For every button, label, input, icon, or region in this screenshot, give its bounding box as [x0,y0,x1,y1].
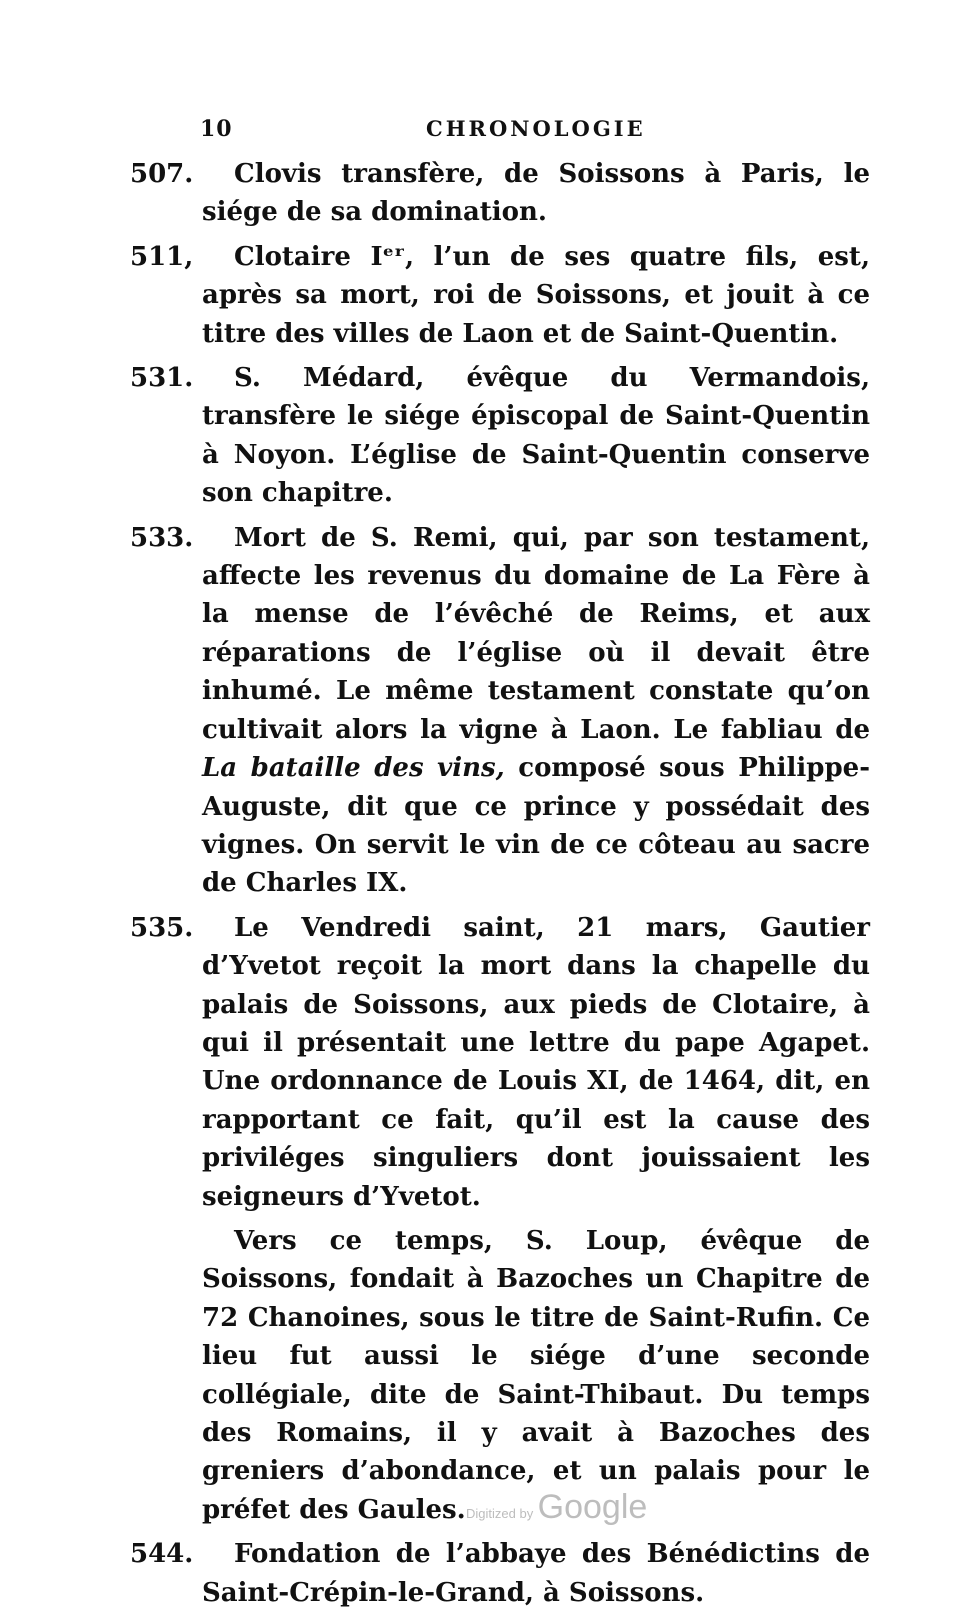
digitized-by-google-watermark [466,1488,647,1527]
entry-533 [130,519,870,903]
entry-text-part: composé sous Philippe-Auguste, dit que ce prince y possédait des vignes. On servit le vin de ce côteau au sacre de Charles IX. [202,753,870,899]
entry-year: 544. [130,1539,194,1570]
digitized-by-label: Digitized by [466,1506,534,1521]
entry-text: S. Médard, évêque du Vermandois, transfère le siége épiscopal de Saint-Quentin à Noyon. L’église de Saint-Quentin conserve son chapitre. [202,363,870,509]
entry-year: 533. [130,522,194,553]
entry-text-part: Mort de S. Remi, qui, par son testament, affecte les revenus du domaine de La Fère à la mense de l’évêché de Reims, et aux réparations de l’église où il devait être inhumé. Le même testament constate qu’on cultivait alors la vigne à Laon. Le fabliau de [202,522,870,745]
running-title: CHRONOLOGIE [426,116,646,141]
entry-535 [130,909,870,1216]
entry-544 [130,1535,870,1612]
entry-year: 511, [130,241,194,272]
chronology-entries [130,155,870,1612]
entry-507 [130,155,870,232]
entry-511 [130,238,870,353]
fabliau-title: La bataille des vins, [202,753,505,784]
entry-text: Clotaire Iᵉʳ, l’un de ses quatre fils, est, après sa mort, roi de Soissons, et jouit à ce titre des villes de Laon et de Saint-Quentin. [202,241,870,349]
entry-text: Clovis transfère, de Soissons à Paris, le siége de sa domination. [202,159,870,228]
continuation-text: Vers ce temps, S. Loup, évêque de Soissons, fondait à Bazoches un Chapitre de 72 Chanoines, sous le titre de Saint-Rufin. Ce lieu fut aussi le siége d’une seconde collégiale, dite de Saint-Thibaut. Du temps des Romains, il y avait à Bazoches des greniers d’abondance, et un palais pour le préfet des Gaules. [202,1225,870,1525]
entry-text: Fondation de l’abbaye des Bénédictins de Saint-Crépin-le-Grand, à Soissons. [202,1539,870,1608]
page-number: 10 [200,116,233,142]
google-logo-text: Google [537,1488,648,1526]
entry-year: 531. [130,363,194,394]
entry-535-continuation [130,1222,870,1529]
entry-text: Le Vendredi saint, 21 mars, Gautier d’Yvetot reçoit la mort dans la chapelle du palais de Soissons, aux pieds de Clotaire, à qui il présentait une lettre du pape Agapet. Une ordonnance de Louis XI, de 1464, dit, en rapportant ce fait, qu’il est la cause des priviléges singuliers dont jouissaient les seigneurs d’Yvetot. [202,912,870,1212]
entry-531 [130,359,870,513]
entry-year: 535. [130,912,194,943]
entry-year: 507. [130,159,194,189]
page-header [200,112,870,148]
entry-text [202,519,870,903]
